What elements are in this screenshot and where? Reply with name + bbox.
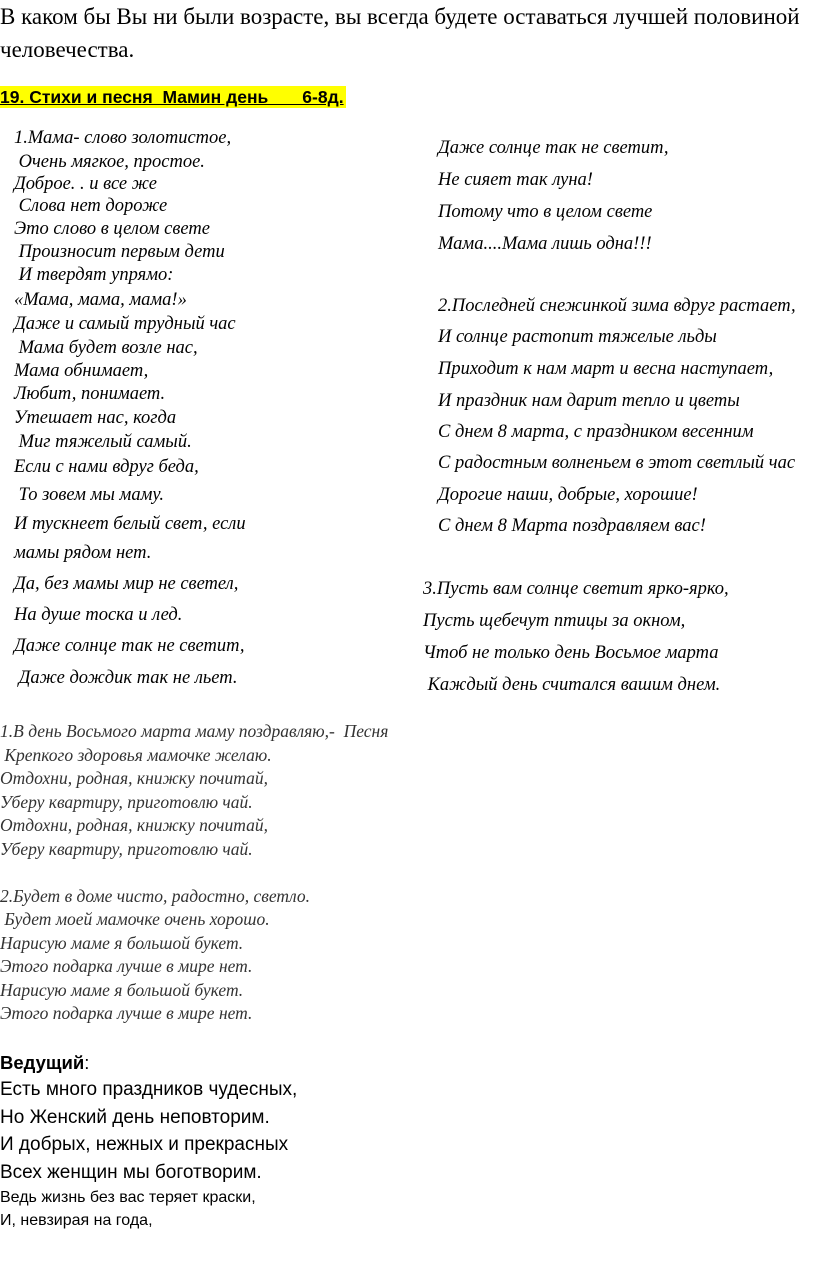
song-block — [0, 720, 810, 1026]
poem-line: Утешает нас, когда — [14, 408, 177, 428]
song-line: Этого подарка лучше в мире нет. — [0, 956, 253, 976]
poem-line: Если с нами вдруг беда, — [14, 457, 199, 477]
song-line: Уберу квартиру, приготовлю чай. — [0, 791, 253, 812]
poem-line: Потому что в целом свете — [438, 202, 653, 222]
poem-line: С днем 8 марта, с праздником весенним — [438, 422, 754, 442]
poem-line: Дорогие наши, добрые, хорошие! — [438, 485, 698, 505]
poem-line: Мама будет возле нас, — [14, 338, 198, 358]
poem-line: Даже солнце так не светит, — [438, 138, 669, 158]
host-line: Но Женский день неповторим. — [0, 1106, 270, 1128]
host-label — [0, 1050, 810, 1076]
song-line: 1.В день Восьмого марта маму поздравляю,- Песня — [0, 721, 389, 741]
song-line: Будет моей мамочке очень хорошо. — [0, 909, 270, 929]
song-line: Крепкого здоровья мамочке желаю. — [0, 744, 272, 765]
poem-line: То зовем мы маму. — [14, 485, 165, 505]
host-label-colon: : — [84, 1052, 90, 1073]
poem-line: «Мама, мама, мама!» — [14, 290, 187, 310]
poem-line: 3.Пусть вам солнце светит ярко-ярко, — [423, 579, 729, 599]
poem-line: мамы рядом нет. — [14, 543, 152, 563]
poem-line: И твердят упрямо: — [14, 265, 174, 285]
poem-line: И тускнеет белый свет, если — [14, 514, 246, 534]
poem-line: Пусть щебечут птицы за окном, — [423, 611, 686, 631]
poem-line: Очень мягкое, простое. — [14, 152, 205, 172]
poem-line: На душе тоска и лед. — [14, 605, 183, 625]
host-label-name: Ведущий — [0, 1052, 85, 1073]
poem-line: Мама обнимает, — [14, 361, 149, 381]
song-line: Отдохни, родная, книжку почитай, — [0, 768, 269, 788]
poem-line: Даже солнце так не светит, — [14, 636, 245, 656]
song-line: 2.Будет в доме чисто, радостно, светло. — [0, 885, 310, 906]
poem-line: И праздник нам дарит тепло и цветы — [438, 391, 740, 411]
song-line: Этого подарка лучше в мире нет. — [0, 1003, 253, 1023]
poem-line: Это слово в целом свете — [14, 219, 210, 239]
poem-line: И солнце растопит тяжелые льды — [438, 327, 717, 347]
poem-line: Чтоб не только день Восьмое марта — [423, 643, 719, 663]
poem-line: С днем 8 Марта поздравляем вас! — [438, 516, 706, 536]
section-heading: 19. Стихи и песня Мамин день 6-8д. — [0, 87, 344, 107]
stanza-gap — [0, 861, 810, 885]
song-line: Уберу квартиру, приготовлю чай. — [0, 838, 253, 859]
poem-line: 2.Последней снежинкой зима вдруг растает, — [438, 296, 796, 316]
poem-line: С радостным волненьем в этот светлый час — [438, 453, 796, 473]
poem-line: Даже и самый трудный час — [14, 314, 236, 334]
poem-line: Да, без мамы мир не светел, — [14, 574, 239, 594]
poem-line: Любит, понимает. — [14, 384, 166, 404]
host-section — [0, 1050, 810, 1232]
poem-line: Слова нет дороже — [14, 196, 168, 216]
poem-line: Приходит к нам март и весна наступает, — [438, 359, 774, 379]
poem-line: Миг тяжелый самый. — [14, 432, 192, 452]
poem-line: Каждый день считался вашим днем. — [423, 675, 721, 695]
poem-line: Мама....Мама лишь одна!!! — [438, 234, 652, 254]
poem-line: Даже дождик так не льет. — [14, 668, 238, 688]
poem-line: Доброе. . и все же — [14, 174, 157, 194]
poem-line: Не сияет так луна! — [438, 170, 593, 190]
host-line: Ведь жизнь без вас теряет краски, — [0, 1189, 256, 1206]
host-line: И, невзирая на года, — [0, 1212, 153, 1229]
song-line: Отдохни, родная, книжку почитай, — [0, 815, 269, 835]
host-line: Есть много праздников чудесных, — [0, 1079, 298, 1100]
song-line: Нарисую маме я большой букет. — [0, 932, 244, 953]
poem-line: 1.Мама- слово золотистое, — [14, 128, 232, 148]
poem-line: Произносит первым дети — [14, 242, 225, 262]
host-line: И добрых, нежных и прекрасных — [0, 1134, 289, 1155]
intro-paragraph: В каком бы Вы ни были возрасте, вы всегда будете оставаться лучшей половиной человечества. — [0, 4, 800, 62]
song-line: Нарисую маме я большой букет. — [0, 979, 244, 1000]
host-line: Всех женщин мы боготворим. — [0, 1161, 262, 1183]
